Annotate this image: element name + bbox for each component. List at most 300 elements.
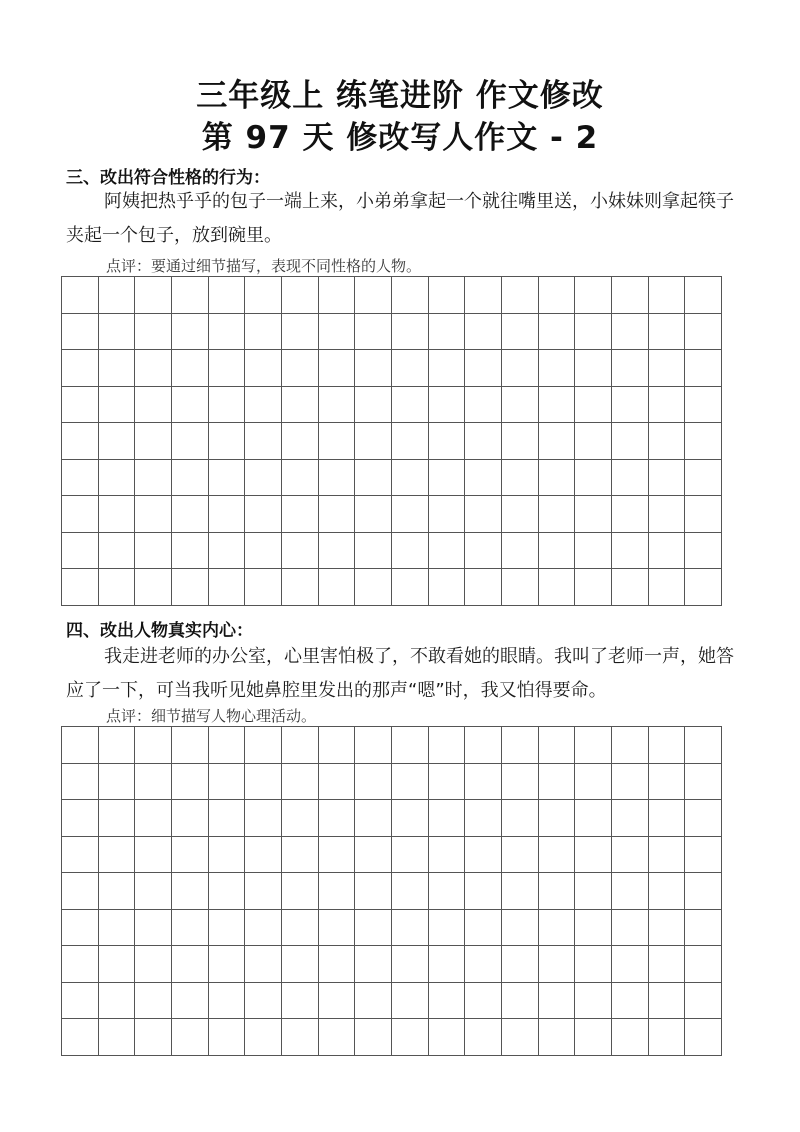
grid-cell[interactable] [612,460,649,497]
grid-cell[interactable] [319,1019,356,1056]
grid-cell[interactable] [209,460,246,497]
grid-cell[interactable] [649,314,686,351]
grid-cell[interactable] [612,277,649,314]
grid-cell[interactable] [282,460,319,497]
grid-cell[interactable] [575,496,612,533]
grid-cell[interactable] [502,314,539,351]
grid-cell[interactable] [429,277,466,314]
grid-cell[interactable] [209,873,246,910]
grid-cell[interactable] [99,800,136,837]
grid-cell[interactable] [612,800,649,837]
grid-cell[interactable] [685,800,722,837]
grid-cell[interactable] [245,873,282,910]
grid-cell[interactable] [465,569,502,606]
grid-cell[interactable] [685,314,722,351]
grid-cell[interactable] [245,387,282,424]
grid-cell[interactable] [209,350,246,387]
grid-cell[interactable] [282,423,319,460]
grid-cell[interactable] [465,350,502,387]
grid-cell[interactable] [685,837,722,874]
grid-cell[interactable] [172,350,209,387]
grid-cell[interactable] [172,533,209,570]
grid-cell[interactable] [465,423,502,460]
grid-cell[interactable] [392,837,429,874]
grid-cell[interactable] [319,983,356,1020]
grid-cell[interactable] [612,350,649,387]
grid-cell[interactable] [319,314,356,351]
grid-cell[interactable] [282,910,319,947]
grid-cell[interactable] [649,800,686,837]
grid-cell[interactable] [429,873,466,910]
grid-cell[interactable] [649,873,686,910]
grid-cell[interactable] [355,983,392,1020]
grid-cell[interactable] [392,569,429,606]
grid-cell[interactable] [502,423,539,460]
grid-cell[interactable] [62,387,99,424]
grid-cell[interactable] [282,350,319,387]
grid-cell[interactable] [502,873,539,910]
grid-cell[interactable] [502,496,539,533]
grid-cell[interactable] [355,496,392,533]
grid-cell[interactable] [135,423,172,460]
grid-cell[interactable] [245,314,282,351]
grid-cell[interactable] [429,569,466,606]
grid-cell[interactable] [355,910,392,947]
grid-cell[interactable] [355,460,392,497]
grid-cell[interactable] [502,800,539,837]
grid-cell[interactable] [429,533,466,570]
grid-cell[interactable] [62,983,99,1020]
grid-cell[interactable] [135,873,172,910]
grid-cell[interactable] [209,496,246,533]
grid-cell[interactable] [135,350,172,387]
grid-cell[interactable] [539,946,576,983]
grid-cell[interactable] [575,277,612,314]
grid-cell[interactable] [575,800,612,837]
grid-cell[interactable] [575,533,612,570]
grid-cell[interactable] [465,837,502,874]
grid-cell[interactable] [99,277,136,314]
grid-cell[interactable] [62,873,99,910]
grid-cell[interactable] [575,837,612,874]
grid-cell[interactable] [209,387,246,424]
grid-cell[interactable] [245,727,282,764]
grid-cell[interactable] [539,314,576,351]
grid-cell[interactable] [539,496,576,533]
grid-cell[interactable] [99,1019,136,1056]
grid-cell[interactable] [539,387,576,424]
grid-cell[interactable] [99,314,136,351]
grid-cell[interactable] [355,1019,392,1056]
grid-cell[interactable] [465,496,502,533]
grid-cell[interactable] [539,423,576,460]
grid-cell[interactable] [135,387,172,424]
grid-cell[interactable] [319,277,356,314]
grid-cell[interactable] [649,983,686,1020]
grid-cell[interactable] [612,946,649,983]
grid-cell[interactable] [135,277,172,314]
grid-cell[interactable] [685,1019,722,1056]
grid-cell[interactable] [62,946,99,983]
grid-cell[interactable] [62,350,99,387]
grid-cell[interactable] [99,350,136,387]
grid-cell[interactable] [392,946,429,983]
grid-cell[interactable] [99,983,136,1020]
grid-cell[interactable] [319,533,356,570]
grid-cell[interactable] [649,350,686,387]
grid-cell[interactable] [502,946,539,983]
grid-cell[interactable] [99,837,136,874]
grid-cell[interactable] [392,910,429,947]
grid-cell[interactable] [99,387,136,424]
grid-cell[interactable] [502,837,539,874]
grid-cell[interactable] [612,764,649,801]
grid-cell[interactable] [135,764,172,801]
grid-cell[interactable] [172,569,209,606]
grid-cell[interactable] [612,496,649,533]
grid-cell[interactable] [502,727,539,764]
grid-cell[interactable] [355,314,392,351]
grid-cell[interactable] [245,496,282,533]
grid-cell[interactable] [429,946,466,983]
grid-cell[interactable] [172,496,209,533]
grid-cell[interactable] [172,873,209,910]
grid-cell[interactable] [319,423,356,460]
grid-cell[interactable] [429,983,466,1020]
grid-cell[interactable] [355,837,392,874]
grid-cell[interactable] [62,423,99,460]
grid-cell[interactable] [539,1019,576,1056]
grid-cell[interactable] [209,569,246,606]
grid-cell[interactable] [392,314,429,351]
grid-cell[interactable] [392,800,429,837]
grid-cell[interactable] [392,873,429,910]
grid-cell[interactable] [429,314,466,351]
grid-cell[interactable] [612,314,649,351]
grid-cell[interactable] [465,533,502,570]
grid-cell[interactable] [685,764,722,801]
grid-cell[interactable] [209,800,246,837]
grid-cell[interactable] [172,314,209,351]
grid-cell[interactable] [319,946,356,983]
grid-cell[interactable] [465,873,502,910]
grid-cell[interactable] [99,946,136,983]
grid-cell[interactable] [465,460,502,497]
grid-cell[interactable] [319,387,356,424]
grid-cell[interactable] [649,764,686,801]
grid-cell[interactable] [502,910,539,947]
grid-cell[interactable] [62,727,99,764]
grid-cell[interactable] [245,350,282,387]
grid-cell[interactable] [575,460,612,497]
grid-cell[interactable] [319,569,356,606]
grid-cell[interactable] [539,277,576,314]
grid-cell[interactable] [502,1019,539,1056]
grid-cell[interactable] [429,837,466,874]
grid-cell[interactable] [62,1019,99,1056]
grid-cell[interactable] [685,533,722,570]
grid-cell[interactable] [429,387,466,424]
grid-cell[interactable] [99,569,136,606]
grid-cell[interactable] [62,910,99,947]
grid-cell[interactable] [135,983,172,1020]
grid-cell[interactable] [282,496,319,533]
grid-cell[interactable] [99,423,136,460]
grid-cell[interactable] [135,946,172,983]
grid-cell[interactable] [282,569,319,606]
grid-cell[interactable] [135,496,172,533]
grid-cell[interactable] [209,1019,246,1056]
grid-cell[interactable] [172,1019,209,1056]
grid-cell[interactable] [575,350,612,387]
grid-cell[interactable] [502,277,539,314]
grid-cell[interactable] [612,837,649,874]
grid-cell[interactable] [649,387,686,424]
grid-cell[interactable] [282,946,319,983]
grid-cell[interactable] [685,350,722,387]
grid-cell[interactable] [612,1019,649,1056]
grid-cell[interactable] [649,727,686,764]
grid-cell[interactable] [392,277,429,314]
grid-cell[interactable] [429,764,466,801]
grid-cell[interactable] [575,569,612,606]
grid-cell[interactable] [502,387,539,424]
grid-cell[interactable] [612,873,649,910]
grid-cell[interactable] [685,277,722,314]
grid-cell[interactable] [245,800,282,837]
grid-cell[interactable] [172,387,209,424]
grid-cell[interactable] [319,800,356,837]
grid-cell[interactable] [392,460,429,497]
grid-cell[interactable] [685,727,722,764]
grid-cell[interactable] [502,569,539,606]
grid-cell[interactable] [649,946,686,983]
grid-cell[interactable] [539,910,576,947]
grid-cell[interactable] [282,800,319,837]
grid-cell[interactable] [392,533,429,570]
grid-cell[interactable] [575,946,612,983]
grid-cell[interactable] [355,350,392,387]
grid-cell[interactable] [245,533,282,570]
grid-cell[interactable] [355,423,392,460]
grid-cell[interactable] [135,314,172,351]
grid-cell[interactable] [355,387,392,424]
grid-cell[interactable] [99,533,136,570]
grid-cell[interactable] [502,350,539,387]
grid-cell[interactable] [612,533,649,570]
grid-cell[interactable] [575,387,612,424]
grid-cell[interactable] [172,910,209,947]
grid-cell[interactable] [575,983,612,1020]
grid-cell[interactable] [539,533,576,570]
grid-cell[interactable] [685,983,722,1020]
grid-cell[interactable] [99,496,136,533]
grid-cell[interactable] [465,727,502,764]
writing-grid-2[interactable] [61,726,722,1056]
grid-cell[interactable] [209,423,246,460]
grid-cell[interactable] [172,277,209,314]
grid-cell[interactable] [649,533,686,570]
grid-cell[interactable] [429,350,466,387]
grid-cell[interactable] [575,873,612,910]
grid-cell[interactable] [172,764,209,801]
grid-cell[interactable] [135,1019,172,1056]
grid-cell[interactable] [539,983,576,1020]
grid-cell[interactable] [99,910,136,947]
grid-cell[interactable] [62,314,99,351]
grid-cell[interactable] [135,800,172,837]
grid-cell[interactable] [172,837,209,874]
grid-cell[interactable] [245,837,282,874]
grid-cell[interactable] [282,873,319,910]
grid-cell[interactable] [392,764,429,801]
grid-cell[interactable] [612,569,649,606]
grid-cell[interactable] [502,460,539,497]
grid-cell[interactable] [429,910,466,947]
grid-cell[interactable] [429,460,466,497]
grid-cell[interactable] [319,873,356,910]
grid-cell[interactable] [575,910,612,947]
grid-cell[interactable] [392,983,429,1020]
grid-cell[interactable] [392,496,429,533]
grid-cell[interactable] [685,873,722,910]
grid-cell[interactable] [209,533,246,570]
grid-cell[interactable] [282,837,319,874]
grid-cell[interactable] [355,946,392,983]
grid-cell[interactable] [465,983,502,1020]
grid-cell[interactable] [99,727,136,764]
grid-cell[interactable] [465,800,502,837]
grid-cell[interactable] [209,727,246,764]
grid-cell[interactable] [575,764,612,801]
grid-cell[interactable] [649,496,686,533]
grid-cell[interactable] [135,533,172,570]
grid-cell[interactable] [62,837,99,874]
grid-cell[interactable] [172,800,209,837]
grid-cell[interactable] [355,727,392,764]
grid-cell[interactable] [355,277,392,314]
grid-cell[interactable] [612,727,649,764]
grid-cell[interactable] [99,873,136,910]
grid-cell[interactable] [465,1019,502,1056]
grid-cell[interactable] [465,946,502,983]
grid-cell[interactable] [612,910,649,947]
grid-cell[interactable] [62,277,99,314]
grid-cell[interactable] [502,533,539,570]
grid-cell[interactable] [465,910,502,947]
grid-cell[interactable] [62,496,99,533]
grid-cell[interactable] [62,764,99,801]
grid-cell[interactable] [685,460,722,497]
grid-cell[interactable] [539,764,576,801]
grid-cell[interactable] [245,983,282,1020]
grid-cell[interactable] [172,946,209,983]
grid-cell[interactable] [209,764,246,801]
grid-cell[interactable] [502,764,539,801]
grid-cell[interactable] [575,423,612,460]
grid-cell[interactable] [649,837,686,874]
grid-cell[interactable] [539,350,576,387]
grid-cell[interactable] [355,569,392,606]
grid-cell[interactable] [685,423,722,460]
grid-cell[interactable] [319,496,356,533]
grid-cell[interactable] [282,277,319,314]
grid-cell[interactable] [355,873,392,910]
grid-cell[interactable] [392,727,429,764]
grid-cell[interactable] [245,1019,282,1056]
grid-cell[interactable] [685,910,722,947]
grid-cell[interactable] [319,910,356,947]
grid-cell[interactable] [429,496,466,533]
grid-cell[interactable] [649,423,686,460]
grid-cell[interactable] [649,1019,686,1056]
grid-cell[interactable] [429,1019,466,1056]
grid-cell[interactable] [135,910,172,947]
grid-cell[interactable] [282,1019,319,1056]
grid-cell[interactable] [282,983,319,1020]
grid-cell[interactable] [245,460,282,497]
grid-cell[interactable] [649,910,686,947]
grid-cell[interactable] [282,314,319,351]
grid-cell[interactable] [649,569,686,606]
grid-cell[interactable] [649,460,686,497]
grid-cell[interactable] [685,569,722,606]
grid-cell[interactable] [62,800,99,837]
grid-cell[interactable] [319,350,356,387]
grid-cell[interactable] [465,764,502,801]
grid-cell[interactable] [319,460,356,497]
grid-cell[interactable] [62,460,99,497]
grid-cell[interactable] [575,314,612,351]
grid-cell[interactable] [539,837,576,874]
grid-cell[interactable] [172,983,209,1020]
grid-cell[interactable] [172,727,209,764]
grid-cell[interactable] [392,350,429,387]
grid-cell[interactable] [135,727,172,764]
grid-cell[interactable] [539,800,576,837]
grid-cell[interactable] [502,983,539,1020]
grid-cell[interactable] [465,277,502,314]
grid-cell[interactable] [245,910,282,947]
grid-cell[interactable] [245,277,282,314]
grid-cell[interactable] [135,837,172,874]
grid-cell[interactable] [392,1019,429,1056]
grid-cell[interactable] [685,946,722,983]
grid-cell[interactable] [209,314,246,351]
grid-cell[interactable] [355,533,392,570]
grid-cell[interactable] [465,314,502,351]
grid-cell[interactable] [649,277,686,314]
grid-cell[interactable] [99,460,136,497]
grid-cell[interactable] [135,569,172,606]
grid-cell[interactable] [172,460,209,497]
grid-cell[interactable] [245,764,282,801]
grid-cell[interactable] [392,387,429,424]
grid-cell[interactable] [429,800,466,837]
grid-cell[interactable] [319,764,356,801]
grid-cell[interactable] [245,569,282,606]
grid-cell[interactable] [282,764,319,801]
grid-cell[interactable] [429,727,466,764]
grid-cell[interactable] [209,946,246,983]
grid-cell[interactable] [282,387,319,424]
grid-cell[interactable] [612,387,649,424]
writing-grid-1[interactable] [61,276,722,606]
grid-cell[interactable] [612,983,649,1020]
grid-cell[interactable] [209,277,246,314]
grid-cell[interactable] [539,727,576,764]
grid-cell[interactable] [539,873,576,910]
